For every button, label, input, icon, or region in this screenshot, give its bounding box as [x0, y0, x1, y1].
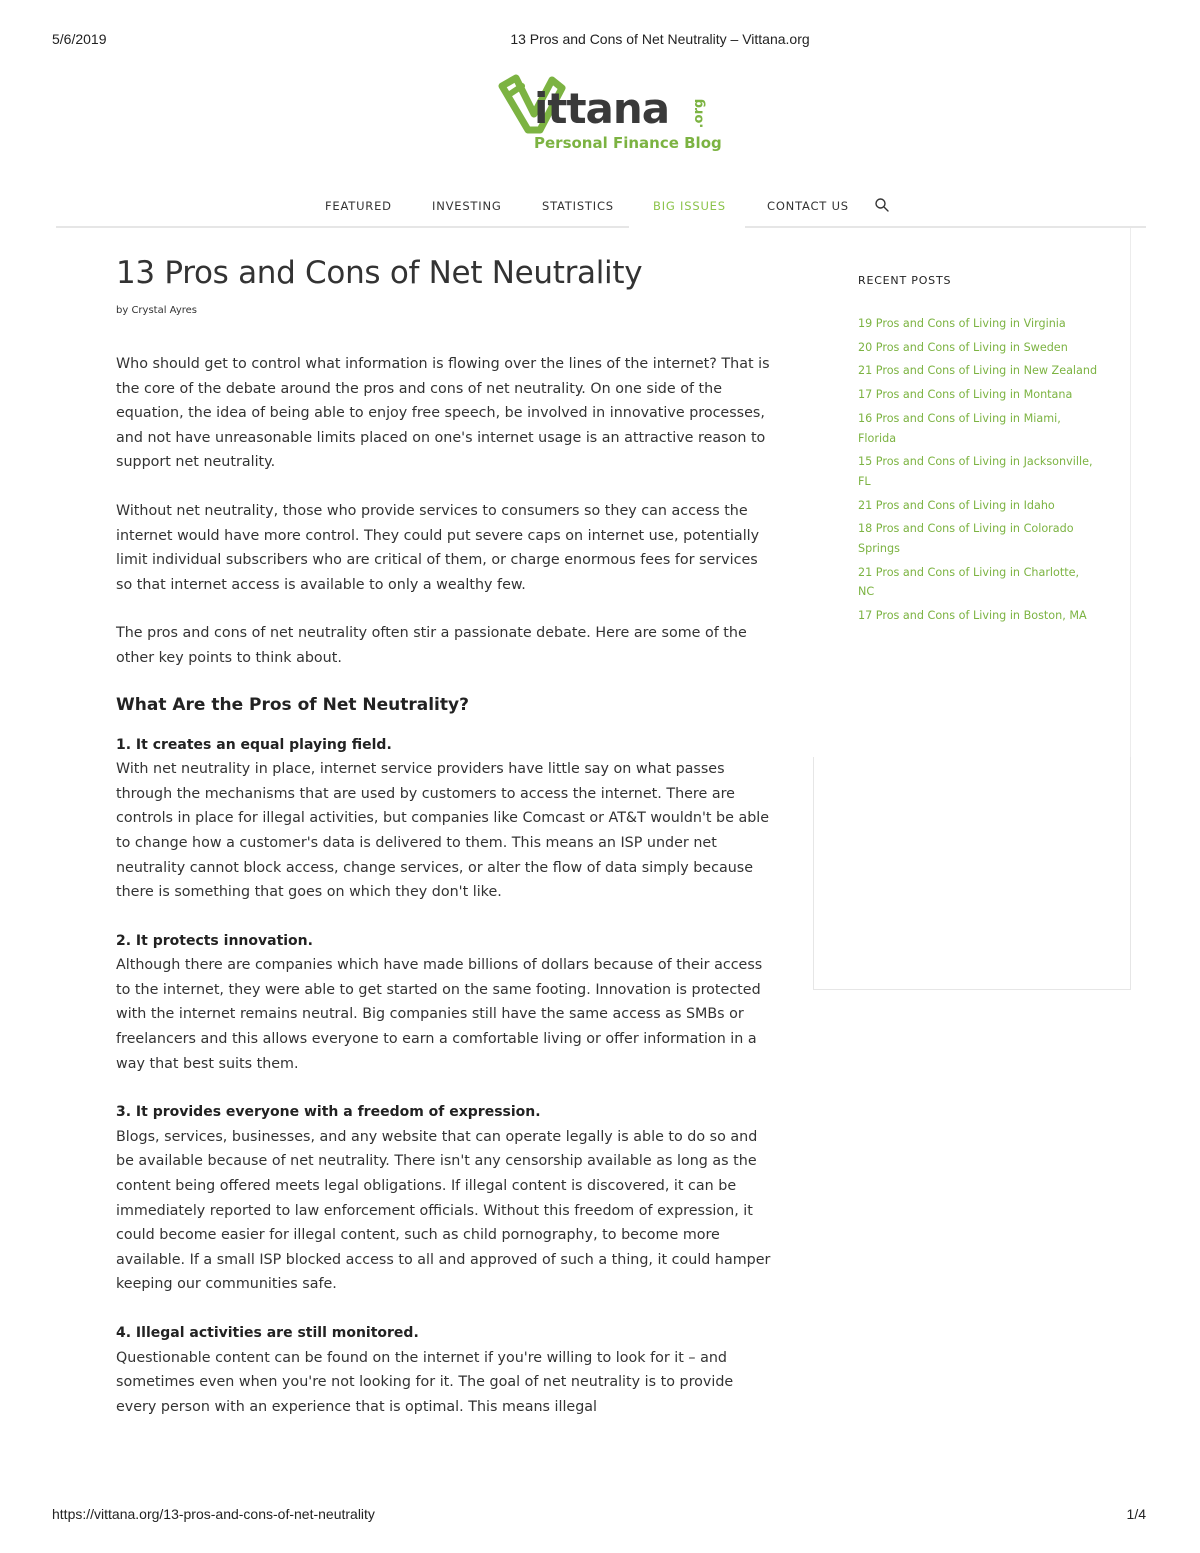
- recent-post-link[interactable]: 16 Pros and Cons of Living in Miami, Florida: [858, 411, 1061, 445]
- pro-item-body: Although there are companies which have made billions of dollars because of their access to the internet, they were able to get started on the same footing. Innovation is protected with the internet remains neutral. Big companies still have the same access as SMBs or freelancers and this allows everyone to earn a comfortable living or offer information in a way that best suits them.: [116, 957, 763, 1072]
- article-title: 13 Pros and Cons of Net Neutrality: [116, 255, 643, 291]
- pro-item-heading: 4. Illegal activities are still monitored.: [116, 1325, 419, 1341]
- print-date: 5/6/2019: [52, 31, 107, 47]
- recent-post-link[interactable]: 21 Pros and Cons of Living in Idaho: [858, 498, 1055, 512]
- recent-post-link[interactable]: 15 Pros and Cons of Living in Jacksonville, FL: [858, 455, 1093, 488]
- pro-item-body: Questionable content can be found on the internet if you're willing to look for it – and sometimes even when you're not looking for it. The goal of net neutrality is to provide every person with an experience that is optimal. This means illegal: [116, 1349, 734, 1415]
- nav-item-investing[interactable]: INVESTING: [432, 199, 502, 213]
- intro-paragraph: The pros and cons of net neutrality often stir a passionate debate. Here are some of the other key points to think about.: [116, 625, 747, 666]
- recent-post-link[interactable]: 17 Pros and Cons of Living in Boston, MA: [858, 609, 1087, 623]
- pro-item-body: With net neutrality in place, internet service providers have little say on what passes through the mechanisms that are used by customers to access the internet. There are controls in place for illegal activities, but companies like Comcast or AT&T wouldn't be able to change how a customer's data is delivered to them. This means an ISP under net neutrality cannot block access, change services, or alter the flow of data simply because there is something that goes on which they don't like.: [116, 761, 770, 901]
- logo-org-suffix: .org: [691, 98, 707, 129]
- logo-tagline: Personal Finance Blog: [534, 134, 722, 152]
- pro-item-heading: 1. It creates an equal playing field.: [116, 736, 392, 753]
- content-border: [1130, 228, 1131, 758]
- recent-posts-title: RECENT POSTS: [858, 274, 952, 287]
- intro-paragraph: Without net neutrality, those who provide services to consumers so they can access the internet would have more control. They could put severe caps on internet use, potentially limit individual subscribers who are critical of them, or charge enormous fees for services so that internet access is available to only a wealthy few.: [116, 502, 760, 593]
- print-page-number: 1/4: [1126, 1506, 1146, 1522]
- sidebar-widget-border: [813, 757, 814, 990]
- pro-item-heading: 3. It provides everyone with a freedom of expression.: [116, 1104, 541, 1121]
- print-footer: [0, 1506, 1200, 1524]
- recent-posts-list: [858, 314, 1098, 626]
- article-body: [116, 352, 776, 1443]
- recent-post-link[interactable]: 19 Pros and Cons of Living in Virginia: [858, 317, 1066, 330]
- recent-post-link[interactable]: 20 Pros and Cons of Living in Sweden: [858, 340, 1068, 354]
- logo-wordmark: ittana: [534, 84, 670, 133]
- recent-post-link[interactable]: 21 Pros and Cons of Living in Charlotte, NC: [858, 565, 1080, 599]
- pro-item-heading: 2. It protects innovation.: [116, 932, 313, 949]
- nav-item-contact-us[interactable]: CONTACT US: [767, 199, 849, 213]
- main-nav: [0, 192, 1200, 228]
- nav-divider: [56, 226, 1146, 228]
- sidebar: [858, 274, 1098, 630]
- recent-post-link[interactable]: 18 Pros and Cons of Living in Colorado Springs: [858, 522, 1074, 556]
- print-header: [0, 31, 1200, 49]
- site-logo[interactable]: [494, 70, 722, 160]
- nav-item-featured[interactable]: FEATURED: [325, 199, 392, 213]
- pros-heading: What Are the Pros of Net Neutrality?: [116, 694, 469, 715]
- search-icon[interactable]: [874, 197, 890, 213]
- sidebar-widget-box: [813, 757, 1131, 990]
- article-byline[interactable]: by Crystal Ayres: [116, 305, 198, 316]
- nav-active-gap: [629, 226, 745, 228]
- recent-post-link[interactable]: 21 Pros and Cons of Living in New Zealand: [858, 364, 1098, 378]
- nav-item-big-issues[interactable]: BIG ISSUES: [653, 199, 726, 213]
- print-url: https://vittana.org/13-pros-and-cons-of-net-neutrality: [52, 1506, 375, 1522]
- recent-post-link[interactable]: 17 Pros and Cons of Living in Montana: [858, 388, 1073, 402]
- pro-item-body: Blogs, services, businesses, and any website that can operate legally is able to do so and be available because of net neutrality. There isn't any censorship available as long as the content being offered meets legal obligations. If illegal content is discovered, it can be immediately reported to law enforcement officials. Without this freedom of expression, it could become easier for illegal content, such as child pornography, to become more available. If a small ISP blocked access to all and approved of such a thing, it could hamper keeping our communities safe.: [116, 1128, 771, 1293]
- intro-paragraph: Who should get to control what information is flowing over the lines of the internet? That is the core of the debate around the pros and cons of net neutrality. On one side of the equation, the idea of being able to enjoy free speech, be involved in innovative processes, and not have unreasonable limits placed on one's internet usage is an attractive reason to support net neutrality.: [116, 356, 770, 471]
- print-title: 13 Pros and Cons of Net Neutrality – Vittana.org: [510, 31, 810, 47]
- nav-item-statistics[interactable]: STATISTICS: [542, 199, 614, 213]
